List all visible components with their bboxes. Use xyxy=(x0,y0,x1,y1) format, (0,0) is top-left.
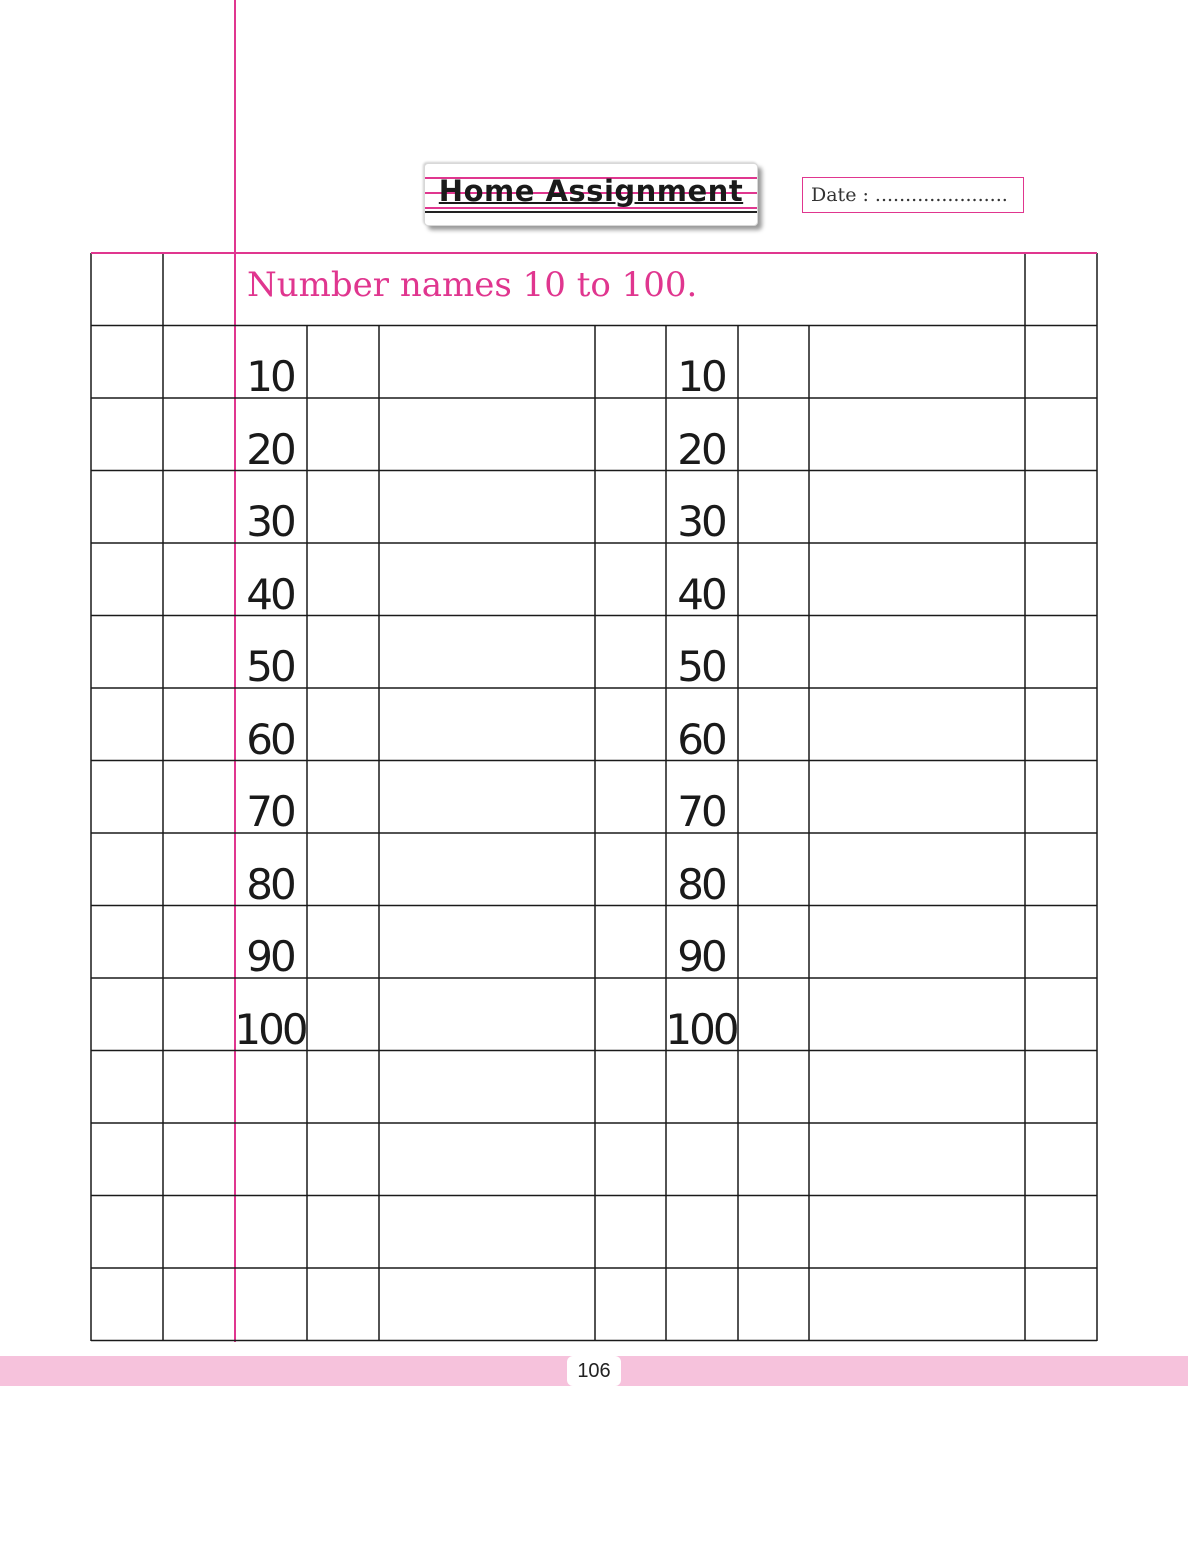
left-column-number: 70 xyxy=(246,787,294,836)
right-column-number: 90 xyxy=(677,932,725,981)
right-column-number: 30 xyxy=(677,497,725,546)
right-column-number: 50 xyxy=(677,642,725,691)
date-field[interactable]: Date : ...................... xyxy=(802,177,1024,213)
right-column-number: 10 xyxy=(677,352,725,401)
right-column-number: 100 xyxy=(665,1004,737,1054)
left-column-number: 40 xyxy=(246,569,294,619)
worksheet-heading: Number names 10 to 100. xyxy=(247,265,698,305)
page-number: 106 xyxy=(567,1356,621,1386)
left-column-number: 60 xyxy=(246,714,294,764)
left-column-number: 50 xyxy=(246,642,294,691)
left-column-number: 20 xyxy=(246,424,294,474)
right-column-number: 80 xyxy=(677,859,725,909)
right-column-number: 70 xyxy=(677,787,725,836)
left-column-number: 30 xyxy=(246,497,294,546)
left-column-number: 90 xyxy=(246,932,294,981)
page-title: Home Assignment xyxy=(438,174,744,208)
left-column-number: 80 xyxy=(246,859,294,909)
right-column-number: 40 xyxy=(677,569,725,619)
left-column-number: 100 xyxy=(234,1004,306,1054)
right-column-number: 20 xyxy=(677,424,725,474)
left-column-number: 10 xyxy=(246,352,294,401)
right-column-number: 60 xyxy=(677,714,725,764)
